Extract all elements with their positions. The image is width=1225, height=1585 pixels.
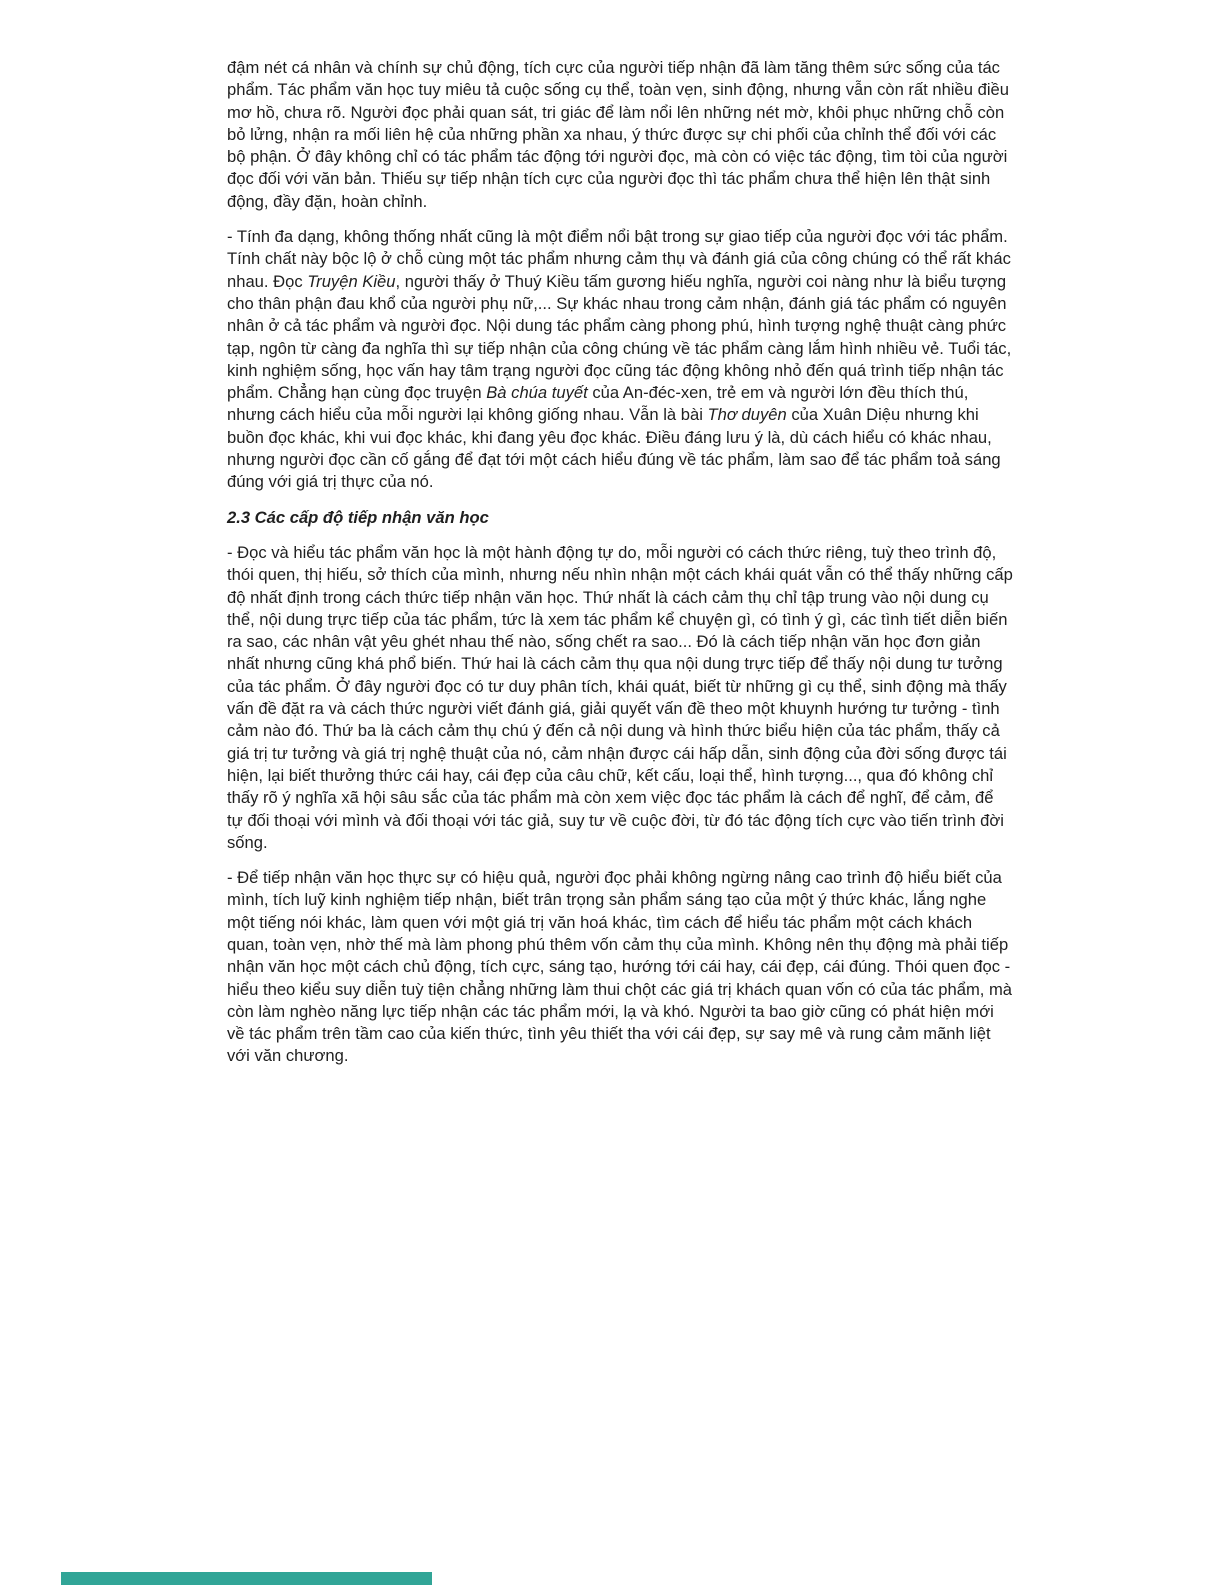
paragraph [227,867,1013,1068]
text-run: - Đọc và hiểu tác phẩm văn học là một hành động tự do, mỗi người có cách thức riêng, tuỳ theo trình độ, thói quen, thị hiếu, sở thích của mình, nhưng nếu nhìn nhận một cách khái quát vẫn có thể thấy những cấp độ nhất định trong cách thức tiếp nhận văn học. Thứ nhất là cách cảm thụ chỉ tập trung vào nội dung cụ thể, nội dung trực tiếp của tác phẩm, tức là xem tác phẩm kể chuyện gì, có tình ý gì, các tình tiết diễn biến ra sao, các nhân vật yêu ghét nhau thế nào, sống chết ra sao... Đó là cách tiếp nhận văn học đơn giản nhất nhưng cũng khá phổ biến. Thứ hai là cách cảm thụ qua nội dung trực tiếp để thấy nội dung tư tưởng của tác phẩm. Ở đây người đọc có tư duy phân tích, khái quát, biết từ những gì cụ thể, sinh động mà thấy vấn đề đặt ra và cách thức người viết đánh giá, giải quyết vấn đề theo một khuynh hướng tư tưởng - tình cảm nào đó. Thứ ba là cách cảm thụ chú ý đến cả nội dung và hình thức biểu hiện của tác phẩm, thấy cả giá trị tư tưởng và giá trị nghệ thuật của nó, cảm nhận được cái hấp dẫn, sinh động của đời sống được tái hiện, lại biết thưởng thức cái hay, cái đẹp của câu chữ, kết cấu, loại thể, hình tượng..., qua đó không chỉ thấy rõ ý nghĩa xã hội sâu sắc của tác phẩm mà còn xem việc đọc tác phẩm là cách để nghĩ, để cảm, để tự đối thoại với mình và đối thoại với tác giả, suy tư về cuộc đời, từ đó tác động tích cực vào tiến trình đời sống. [227,542,1013,852]
text-run: của An-đéc-xen, trẻ em và người lớn đều thích thú, nhưng cách hiểu của mỗi người lại không giống nhau. Vẫn là bài [227,383,969,425]
document-content [227,57,1013,1081]
text-run: Thơ duyên [707,405,787,425]
footer-bar [61,1572,432,1585]
text-run: của Xuân Diệu nhưng khi buồn đọc khác, khi vui đọc khác, khi đang yêu đọc khác. Điều đáng lưu ý là, dù cách hiểu có khác nhau, nhưng người đọc cần cố gắng để đạt tới một cách hiểu đúng về tác phẩm, làm sao để tác phẩm toả sáng đúng với giá trị thực của nó. [227,405,1001,492]
text-run: - Tính đa dạng, không thống nhất cũng là một điểm nổi bật trong sự giao tiếp của người đọc với tác phẩm. Tính chất này bộc lộ ở chỗ cùng một tác phẩm nhưng cảm thụ và đánh giá của công chúng có thể rất khác nhau. Đọc [227,227,1011,291]
text-run: , người thấy ở Thuý Kiều tấm gương hiếu nghĩa, người coi nàng như là biểu tượng cho thân phận đau khổ của người phụ nữ,... Sự khác nhau trong cảm nhận, đánh giá tác phẩm có nguyên nhân ở cả tác phẩm và người đọc. Nội dung tác phẩm càng phong phú, hình tượng nghệ thuật càng phức tạp, ngôn từ càng đa nghĩa thì sự tiếp nhận của công chúng về tác phẩm càng lắm hình nhiều vẻ. Tuổi tác, kinh nghiệm sống, học vấn hay tâm trạng người đọc cũng tác động không nhỏ đến quá trình tiếp nhận tác phẩm. Chẳng hạn cùng đọc truyện [227,271,1012,403]
paragraph [227,226,1013,494]
text-run: Truyện Kiều [307,271,396,291]
paragraph [227,57,1013,213]
paragraph [227,542,1013,854]
text-run: - Để tiếp nhận văn học thực sự có hiệu quả, người đọc phải không ngừng nâng cao trình độ hiểu biết của mình, tích luỹ kinh nghiệm tiếp nhận, biết trân trọng sản phẩm sáng tạo của một ý thức khác, lắng nghe một tiếng nói khác, làm quen với một giá trị văn hoá khác, tìm cách để hiểu tác phẩm một cách khách quan, toàn vẹn, nhờ thế mà làm phong phú thêm vốn cảm thụ của mình. Không nên thụ động mà phải tiếp nhận văn học một cách chủ động, tích cực, sáng tạo, hướng tới cái hay, cái đẹp, cái đúng. Thói quen đọc - hiểu theo kiểu suy diễn tuỳ tiện chẳng những làm thui chột các giá trị khách quan vốn có của tác phẩm, mà còn làm nghèo năng lực tiếp nhận các tác phẩm mới, lạ và khó. Người ta bao giờ cũng có phát hiện mới về tác phẩm trên tầm cao của kiến thức, tình yêu thiết tha với cái đẹp, sự say mê và rung cảm mãnh liệt với văn chương. [227,868,1013,1066]
text-run: Bà chúa tuyết [486,383,588,403]
text-run: 2.3 Các cấp độ tiếp nhận văn học [227,507,489,527]
section-heading [227,507,1013,529]
text-run: đậm nét cá nhân và chính sự chủ động, tích cực của người tiếp nhận đã làm tăng thêm sức sống của tác phẩm. Tác phẩm văn học tuy miêu tả cuộc sống cụ thể, toàn vẹn, sinh động, nhưng vẫn còn rất nhiều điều mơ hồ, chưa rõ. Người đọc phải quan sát, tri giác để làm nổi lên những nét mờ, khôi phục những chỗ còn bỏ lửng, nhận ra mối liên hệ của những phần xa nhau, ý thức được sự chi phối của chỉnh thể đối với các bộ phận. Ở đây không chỉ có tác phẩm tác động tới người đọc, mà còn có việc tác động, tìm tòi của người đọc đối với văn bản. Thiếu sự tiếp nhận tích cực của người đọc thì tác phẩm chưa thể hiện lên thật sinh động, đầy đặn, hoàn chỉnh. [227,58,1009,211]
